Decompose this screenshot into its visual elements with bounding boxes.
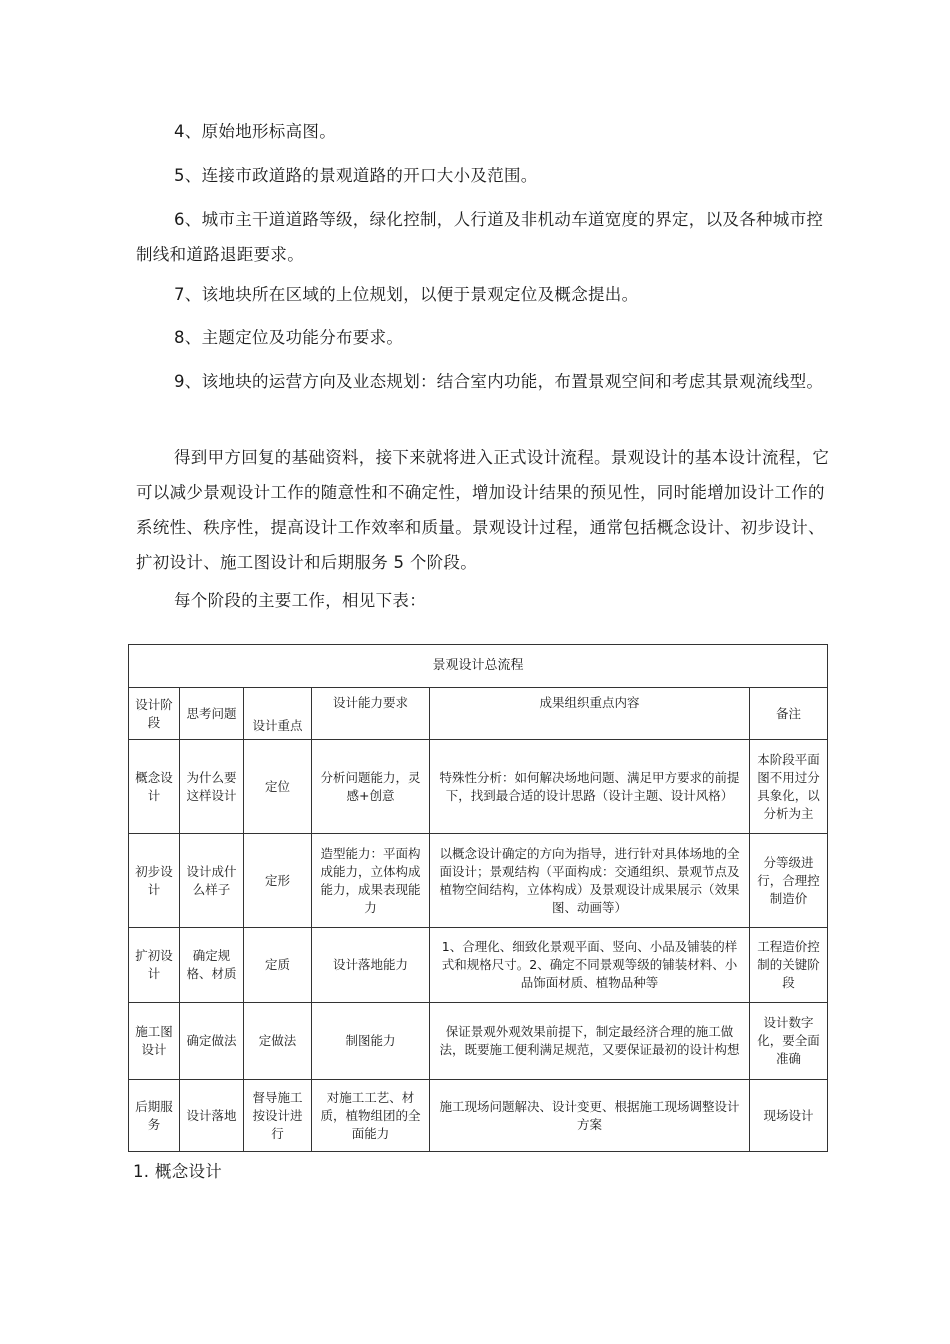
cell-stage: 初步设计 xyxy=(129,834,180,928)
cell-remarks: 分等级进行，合理控制造价 xyxy=(750,834,828,928)
paragraph-table-intro: 每个阶段的主要工作，相见下表： xyxy=(174,591,426,610)
cell-focus: 定做法 xyxy=(244,1003,312,1080)
cell-remarks: 设计数字化，要全面准确 xyxy=(750,1003,828,1080)
cell-focus: 定形 xyxy=(244,834,312,928)
cell-remarks: 现场设计 xyxy=(750,1080,828,1152)
cell-stage: 后期服务 xyxy=(129,1080,180,1152)
header-ability: 设计能力要求 xyxy=(312,688,430,740)
header-question: 思考问题 xyxy=(180,688,244,740)
cell-ability: 造型能力：平面构成能力，立体构成能力，成果表现能力 xyxy=(312,834,430,928)
paragraph-item-6: 6、城市主干道道路等级，绿化控制，人行道及非机动车道宽度的界定，以及各种城市控制线和道路退距要求。 xyxy=(136,210,824,264)
cell-stage: 概念设计 xyxy=(129,740,180,834)
cell-ability: 分析问题能力，灵感+创意 xyxy=(312,740,430,834)
cell-question: 确定规格、材质 xyxy=(180,928,244,1003)
table-row xyxy=(129,1003,828,1080)
table-row xyxy=(129,740,828,834)
paragraph-item-5: 5、连接市政道路的景观道路的开口大小及范围。 xyxy=(174,166,538,185)
section-heading: 1. 概念设计 xyxy=(133,1162,223,1181)
cell-focus: 定位 xyxy=(244,740,312,834)
cell-deliverables: 特殊性分析：如何解决场地问题、满足甲方要求的前提下，找到最合适的设计思路（设计主题、设计风格） xyxy=(430,740,750,834)
cell-deliverables: 施工现场问题解决、设计变更、根据施工现场调整设计方案 xyxy=(430,1080,750,1152)
header-focus: 设计重点 xyxy=(244,688,312,740)
cell-remarks: 工程造价控制的关键阶段 xyxy=(750,928,828,1003)
table-row xyxy=(129,834,828,928)
cell-question: 设计落地 xyxy=(180,1080,244,1152)
paragraph-item-7: 7、该地块所在区域的上位规划，以便于景观定位及概念提出。 xyxy=(174,285,639,304)
paragraph-item-4: 4、原始地形标高图。 xyxy=(174,122,336,141)
cell-question: 确定做法 xyxy=(180,1003,244,1080)
cell-ability: 制图能力 xyxy=(312,1003,430,1080)
table-header-row xyxy=(129,688,828,740)
paragraph-process-intro: 得到甲方回复的基础资料，接下来就将进入正式设计流程。景观设计的基本设计流程，它可以减少景观设计工作的随意性和不确定性，增加设计结果的预见性，同时能增加设计工作的系统性、秩序性，提高设计工作效率和质量。景观设计过程，通常包括概念设计、初步设计、扩初设计、施工图设计和后期服务 5 个阶段。 xyxy=(136,448,830,572)
table-title: 景观设计总流程 xyxy=(129,645,828,688)
cell-question: 为什么要这样设计 xyxy=(180,740,244,834)
cell-deliverables: 1、合理化、细致化景观平面、竖向、小品及铺装的样式和规格尺寸。2、确定不同景观等级的铺装材料、小品饰面材质、植物品种等 xyxy=(430,928,750,1003)
cell-deliverables: 保证景观外观效果前提下，制定最经济合理的施工做法，既要施工便利满足规范，又要保证最初的设计构想 xyxy=(430,1003,750,1080)
paragraph-item-9: 9、该地块的运营方向及业态规划：结合室内功能，布置景观空间和考虑其景观流线型。 xyxy=(174,372,824,391)
process-table xyxy=(128,644,828,1152)
paragraph-item-8: 8、主题定位及功能分布要求。 xyxy=(174,328,404,347)
cell-ability: 设计落地能力 xyxy=(312,928,430,1003)
table-row xyxy=(129,928,828,1003)
cell-remarks: 本阶段平面图不用过分具象化，以分析为主 xyxy=(750,740,828,834)
header-remarks: 备注 xyxy=(750,688,828,740)
table-row xyxy=(129,1080,828,1152)
cell-deliverables: 以概念设计确定的方向为指导，进行针对具体场地的全面设计；景观结构（平面构成：交通组织、景观节点及植物空间结构，立体构成）及景观设计成果展示（效果图、动画等） xyxy=(430,834,750,928)
cell-question: 设计成什么样子 xyxy=(180,834,244,928)
header-stage: 设计阶段 xyxy=(129,688,180,740)
cell-stage: 施工图设计 xyxy=(129,1003,180,1080)
cell-ability: 对施工工艺、材质，植物组团的全面能力 xyxy=(312,1080,430,1152)
cell-focus: 定质 xyxy=(244,928,312,1003)
cell-focus: 督导施工按设计进行 xyxy=(244,1080,312,1152)
header-deliverables: 成果组织重点内容 xyxy=(430,688,750,740)
cell-stage: 扩初设计 xyxy=(129,928,180,1003)
